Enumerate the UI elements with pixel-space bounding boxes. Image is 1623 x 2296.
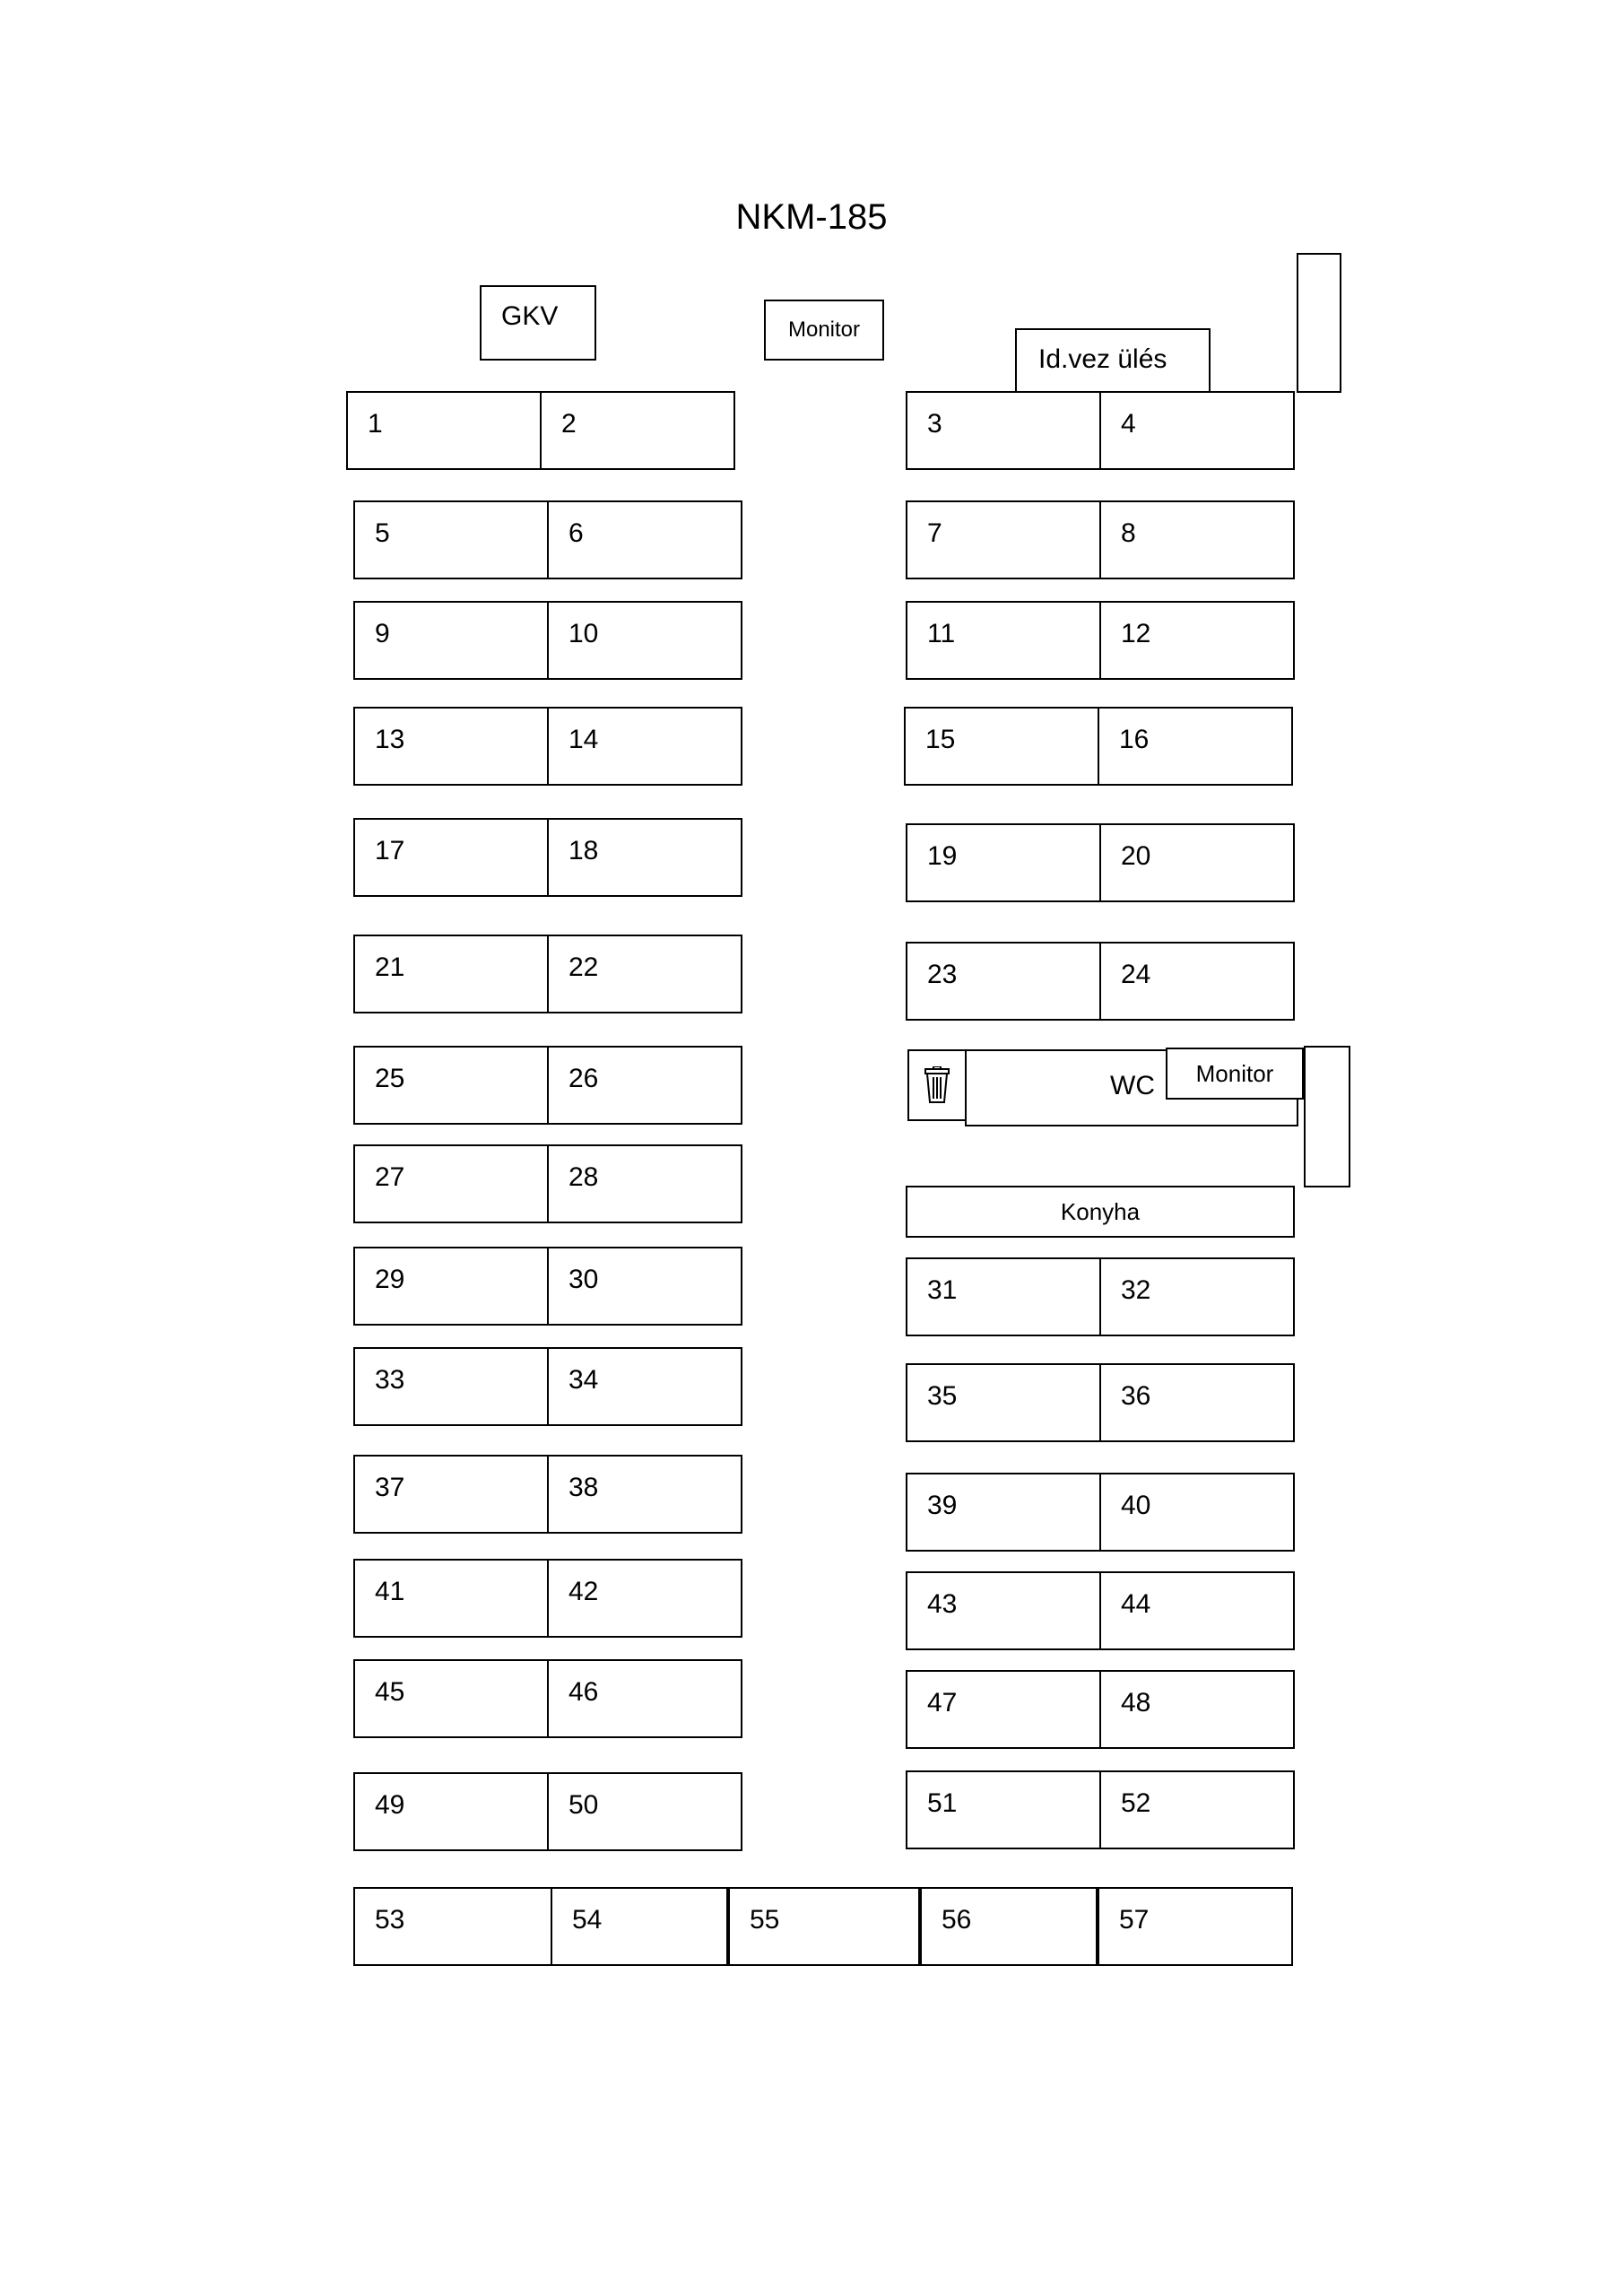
monitor-mid-label: Monitor xyxy=(1195,1060,1274,1087)
seat-47 xyxy=(906,1670,1101,1749)
seat-number: 57 xyxy=(1119,1905,1150,1935)
seat-18 xyxy=(547,818,742,897)
seat-25 xyxy=(353,1046,549,1125)
seat-45 xyxy=(353,1659,549,1738)
seat-46 xyxy=(547,1659,742,1738)
seat-41 xyxy=(353,1559,549,1638)
seat-number: 32 xyxy=(1121,1275,1151,1305)
idvez-label: Id.vez ülés xyxy=(1038,344,1167,374)
seat-42 xyxy=(547,1559,742,1638)
seat-19 xyxy=(906,823,1101,902)
seat-number: 38 xyxy=(568,1473,599,1502)
seat-8 xyxy=(1099,500,1295,579)
seat-number: 51 xyxy=(927,1788,958,1818)
idvez-seat-box xyxy=(1015,328,1211,393)
seat-12 xyxy=(1099,601,1295,680)
seat-number: 36 xyxy=(1121,1381,1151,1411)
seat-56 xyxy=(920,1887,1098,1966)
seat-number: 2 xyxy=(561,409,577,439)
rear-door-box xyxy=(1304,1046,1350,1187)
seat-36 xyxy=(1099,1363,1295,1442)
seat-number: 18 xyxy=(568,836,599,865)
diagram-title: NKM-185 xyxy=(735,197,888,237)
seat-number: 41 xyxy=(375,1577,405,1606)
seat-number: 28 xyxy=(568,1162,599,1192)
seat-11 xyxy=(906,601,1101,680)
monitor-mid-box xyxy=(1166,1048,1304,1100)
seat-number: 52 xyxy=(1121,1788,1151,1818)
seat-number: 49 xyxy=(375,1790,405,1820)
seat-number: 4 xyxy=(1121,409,1136,439)
seat-5 xyxy=(353,500,549,579)
monitor-front-label: Monitor xyxy=(787,317,861,342)
seat-number: 54 xyxy=(572,1905,603,1935)
seat-number: 19 xyxy=(927,841,958,871)
seat-39 xyxy=(906,1473,1101,1552)
seat-4 xyxy=(1099,391,1295,470)
seat-number: 37 xyxy=(375,1473,405,1502)
seat-23 xyxy=(906,942,1101,1021)
seat-28 xyxy=(547,1144,742,1223)
seat-number: 56 xyxy=(942,1905,972,1935)
seat-number: 21 xyxy=(375,952,405,982)
seat-40 xyxy=(1099,1473,1295,1552)
seat-number: 44 xyxy=(1121,1589,1151,1619)
seat-number: 22 xyxy=(568,952,599,982)
seat-number: 42 xyxy=(568,1577,599,1606)
seat-2 xyxy=(540,391,735,470)
seat-35 xyxy=(906,1363,1101,1442)
seat-50 xyxy=(547,1772,742,1851)
seat-15 xyxy=(904,707,1099,786)
seat-34 xyxy=(547,1347,742,1426)
seat-29 xyxy=(353,1247,549,1326)
seat-20 xyxy=(1099,823,1295,902)
seat-14 xyxy=(547,707,742,786)
seat-number: 40 xyxy=(1121,1491,1151,1520)
seat-number: 20 xyxy=(1121,841,1151,871)
seat-51 xyxy=(906,1770,1101,1849)
seat-number: 31 xyxy=(927,1275,958,1305)
seat-number: 27 xyxy=(375,1162,405,1192)
seat-6 xyxy=(547,500,742,579)
seat-22 xyxy=(547,935,742,1013)
seat-13 xyxy=(353,707,549,786)
seat-48 xyxy=(1099,1670,1295,1749)
seat-1 xyxy=(346,391,542,470)
seat-24 xyxy=(1099,942,1295,1021)
seat-33 xyxy=(353,1347,549,1426)
seat-number: 11 xyxy=(927,619,956,648)
seat-number: 23 xyxy=(927,960,958,989)
konyha-label: Konyha xyxy=(1060,1198,1141,1225)
seat-number: 48 xyxy=(1121,1688,1151,1718)
seat-52 xyxy=(1099,1770,1295,1849)
seat-number: 39 xyxy=(927,1491,958,1520)
seat-number: 12 xyxy=(1121,619,1151,648)
seat-number: 45 xyxy=(375,1677,405,1707)
seat-49 xyxy=(353,1772,549,1851)
seat-54 xyxy=(551,1887,728,1966)
seat-number: 3 xyxy=(927,409,942,439)
seat-number: 8 xyxy=(1121,518,1136,548)
seat-27 xyxy=(353,1144,549,1223)
seat-number: 50 xyxy=(568,1790,599,1820)
trash-can-icon xyxy=(924,1066,950,1104)
seat-21 xyxy=(353,935,549,1013)
seat-38 xyxy=(547,1455,742,1534)
seat-number: 14 xyxy=(568,725,599,754)
monitor-front-box xyxy=(764,300,884,361)
gkv-box xyxy=(480,285,596,361)
seat-number: 47 xyxy=(927,1688,958,1718)
seat-number: 5 xyxy=(375,518,390,548)
seat-number: 25 xyxy=(375,1064,405,1093)
front-door-box xyxy=(1297,253,1341,393)
seat-number: 16 xyxy=(1119,725,1150,754)
seat-17 xyxy=(353,818,549,897)
seat-number: 33 xyxy=(375,1365,405,1395)
seat-number: 55 xyxy=(750,1905,780,1935)
seat-32 xyxy=(1099,1257,1295,1336)
seat-number: 24 xyxy=(1121,960,1151,989)
seat-31 xyxy=(906,1257,1101,1336)
seat-number: 17 xyxy=(375,836,405,865)
seat-53 xyxy=(353,1887,552,1966)
trash-box xyxy=(907,1049,967,1121)
seat-30 xyxy=(547,1247,742,1326)
seat-57 xyxy=(1098,1887,1293,1966)
seat-number: 10 xyxy=(568,619,599,648)
gkv-label: GKV xyxy=(501,301,559,331)
seat-number: 35 xyxy=(927,1381,958,1411)
seat-number: 1 xyxy=(368,409,383,439)
seat-number: 29 xyxy=(375,1265,405,1294)
konyha-box xyxy=(906,1186,1295,1238)
wc-label: WC xyxy=(1110,1071,1155,1100)
seat-37 xyxy=(353,1455,549,1534)
seat-7 xyxy=(906,500,1101,579)
seat-number: 9 xyxy=(375,619,390,648)
seat-3 xyxy=(906,391,1101,470)
seat-number: 15 xyxy=(925,725,956,754)
seat-number: 46 xyxy=(568,1677,599,1707)
seat-number: 43 xyxy=(927,1589,958,1619)
seat-number: 13 xyxy=(375,725,405,754)
seat-9 xyxy=(353,601,549,680)
seat-number: 6 xyxy=(568,518,584,548)
seat-10 xyxy=(547,601,742,680)
seat-number: 34 xyxy=(568,1365,599,1395)
seat-number: 53 xyxy=(375,1905,405,1935)
seat-number: 30 xyxy=(568,1265,599,1294)
seat-43 xyxy=(906,1571,1101,1650)
seat-number: 26 xyxy=(568,1064,599,1093)
seat-number: 7 xyxy=(927,518,942,548)
seat-26 xyxy=(547,1046,742,1125)
seat-16 xyxy=(1098,707,1293,786)
seat-44 xyxy=(1099,1571,1295,1650)
seat-55 xyxy=(728,1887,920,1966)
